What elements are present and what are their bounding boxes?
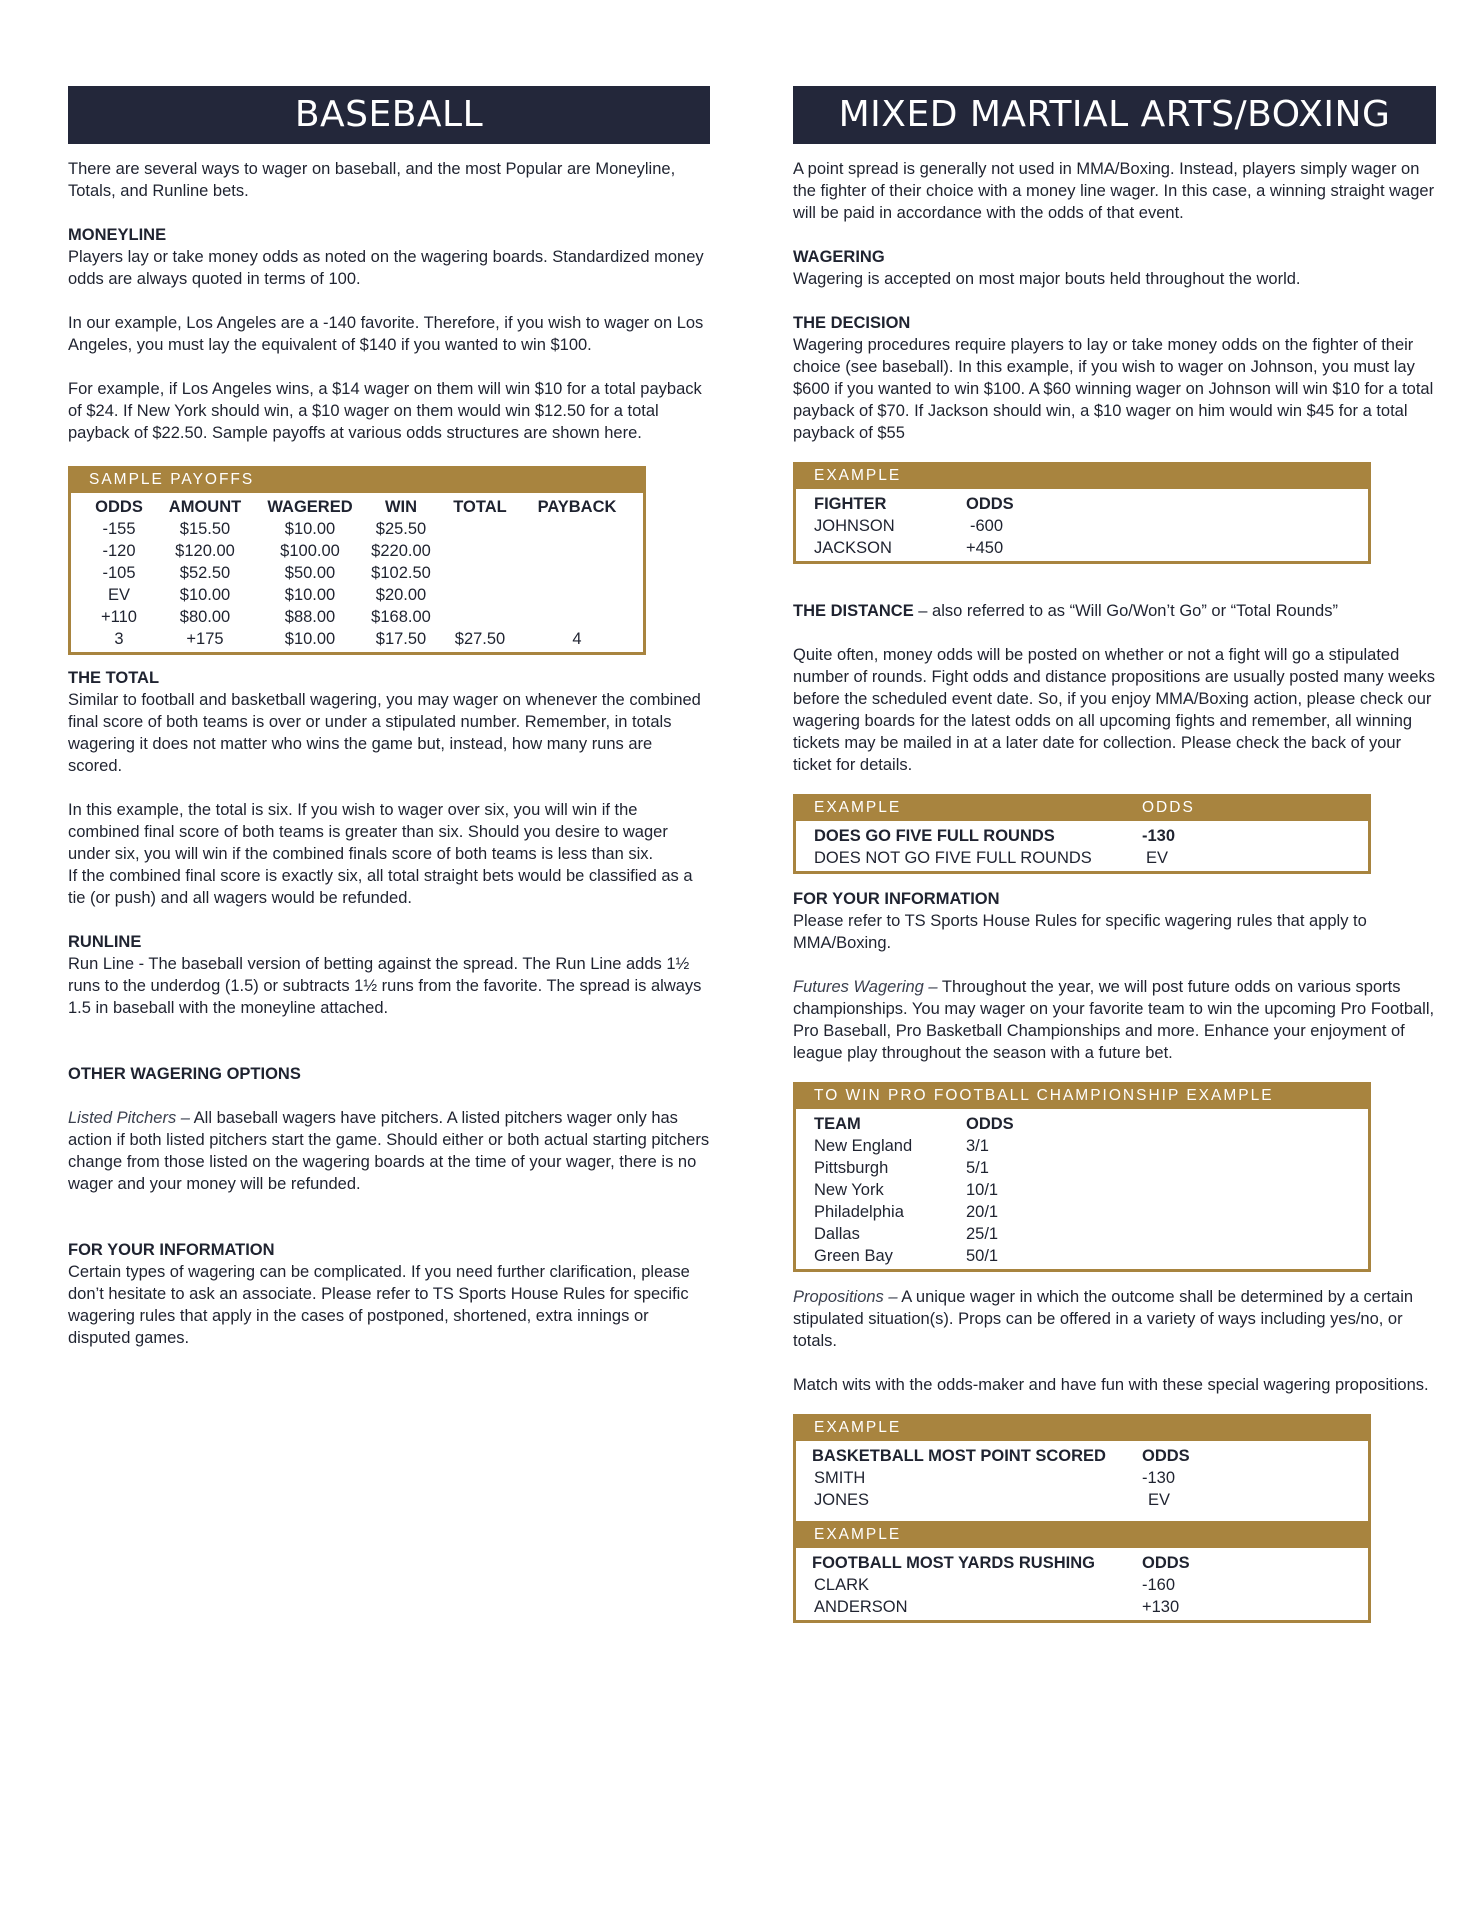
baseball-title: BASEBALL: [68, 86, 710, 144]
total-paragraph-3: If the combined final score is exactly six, all total straight bets would be classified as a tie (or push) and all wagers would be refunded.: [68, 867, 693, 907]
column-header: BASKETBALL MOST POINT SCORED: [812, 1447, 1106, 1465]
table-row: [814, 825, 1350, 847]
example-title: EXAMPLE: [796, 1414, 1368, 1441]
table-row: [83, 540, 631, 562]
distance-subtitle: – also referred to as “Will Go/Won’t Go” or “Total Rounds”: [913, 602, 1338, 620]
table-cell: $100.00: [280, 542, 340, 560]
table-header-row: [814, 1552, 1350, 1574]
table-cell: [523, 540, 631, 562]
sample-payoffs-box: [68, 466, 646, 655]
table-header-row: [83, 496, 631, 518]
mma-intro: A point spread is generally not used in MMA/Boxing. Instead, players simply wager on the fighter of their choice with a money line wager. In this case, a winning straight wager will be paid in accordance with the odds of that event.: [793, 160, 1435, 222]
table-cell: -120: [102, 542, 136, 560]
listed-pitchers-text: All baseball wagers have pitchers. A listed pitchers wager only has action if both listed pitchers start the game. Should either or both actual starting pitchers change from those listed on the wagering boards at the time of your wager, there is no wager and your money will be refunded.: [68, 1109, 710, 1193]
column-header: TEAM: [814, 1115, 861, 1133]
table-cell: 5/1: [966, 1159, 989, 1177]
table-cell: $25.50: [375, 520, 427, 538]
table-cell: $20.00: [375, 586, 427, 604]
baseball-column: [68, 86, 710, 1349]
table-cell: $10.00: [284, 630, 336, 648]
sample-payoffs-title: SAMPLE PAYOFFS: [71, 466, 643, 493]
pro-football-example-box: [793, 1082, 1371, 1272]
table-cell: $80.00: [179, 608, 231, 626]
moneyline-paragraph-2: In our example, Los Angeles are a -140 favorite. Therefore, if you wish to wager on Los Angeles, you must lay the equivalent of $140 if you wanted to win $100.: [68, 314, 704, 354]
table-cell: Philadelphia: [814, 1203, 904, 1221]
table-cell: -600: [970, 517, 1004, 535]
baseball-fyi-text: Certain types of wagering can be complicated. If you need further clarification, please don’t hesitate to ask an associate. Please refer to TS Sports House Rules for specific wagering rules that apply in the cases of postponed, shortened, extra innings or disputed games.: [68, 1263, 690, 1347]
table-cell: 4: [572, 630, 582, 648]
table-cell: $88.00: [284, 608, 336, 626]
table-cell: 20/1: [966, 1203, 999, 1221]
table-row: [814, 1135, 1350, 1157]
column-header: FOOTBALL MOST YARDS RUSHING: [812, 1554, 1095, 1572]
total-paragraph-2: In this example, the total is six. If you wish to wager over six, you will win if the combined final score of both teams is greater than six. Should you desire to wager under six, you will win if the combined finals score of both teams is less than six.: [68, 801, 668, 863]
table-cell: New England: [814, 1137, 913, 1155]
baseball-fyi-heading: FOR YOUR INFORMATION: [68, 1241, 275, 1259]
table-row: [814, 1574, 1350, 1596]
fighter-odds-example-box: [793, 462, 1371, 564]
table-row: [83, 606, 631, 628]
table-cell: +130: [1142, 1598, 1180, 1616]
table-row: [814, 1467, 1350, 1489]
decision-text: Wagering procedures require players to lay or take money odds on the fighter of their choice (see baseball). In this example, if you wish to wager on Johnson, you must lay $600 if you wanted to win $100. A $60 winning wager on Johnson will win $10 for a total payback of $70. If Jackson should win, a $10 wager on him would win $45 for a total payback of $55: [793, 336, 1434, 442]
futures-paragraph: [793, 976, 1436, 1064]
table-cell: ANDERSON: [814, 1598, 908, 1616]
column-header: WIN: [384, 498, 418, 516]
listed-pitchers-label: Listed Pitchers –: [68, 1109, 190, 1127]
distance-heading-line: [793, 600, 1436, 622]
table-cell: EV: [107, 586, 130, 604]
table-cell: EV: [1146, 849, 1169, 867]
mma-fyi-text: Please refer to TS Sports House Rules for specific wagering rules that apply to MMA/Boxing.: [793, 912, 1367, 952]
table-cell: [523, 562, 631, 584]
column-header: ODDS: [1142, 1447, 1190, 1465]
table-cell: [437, 584, 523, 606]
table-cell: Green Bay: [814, 1247, 893, 1265]
example-title: EXAMPLE: [796, 462, 1368, 489]
table-cell: [523, 518, 631, 540]
table-row: [814, 847, 1350, 869]
propositions-text: A unique wager in which the outcome shall be determined by a certain stipulated situation(s). Props can be offered in a variety of ways including yes/no, or totals.: [793, 1288, 1414, 1350]
table-row: [83, 584, 631, 606]
propositions-label: Propositions –: [793, 1288, 898, 1306]
table-cell: [437, 562, 523, 584]
moneyline-paragraph-1: Players lay or take money odds as noted on the wagering boards. Standardized money odds are always quoted in terms of 100.: [68, 248, 704, 288]
table-cell: JOHNSON: [814, 517, 895, 535]
table-cell: JACKSON: [814, 539, 892, 557]
table-cell: -105: [102, 564, 136, 582]
example-title: TO WIN PRO FOOTBALL CHAMPIONSHIP EXAMPLE: [796, 1082, 1368, 1109]
table-cell: SMITH: [814, 1469, 866, 1487]
column-header: ODDS: [95, 498, 143, 516]
runline-heading: RUNLINE: [68, 933, 142, 951]
table-cell: 3: [114, 630, 124, 648]
futures-label: Futures Wagering –: [793, 978, 938, 996]
column-header: ODDS: [1142, 1554, 1190, 1572]
table-cell: -160: [1142, 1576, 1176, 1594]
table-row: [814, 1201, 1350, 1223]
table-row: [83, 518, 631, 540]
table-cell: 50/1: [966, 1247, 999, 1265]
table-cell: [523, 584, 631, 606]
example-title: EXAMPLE: [796, 1521, 1368, 1548]
table-cell: $50.00: [284, 564, 336, 582]
propositions-paragraph-2: Match wits with the odds-maker and have fun with these special wagering propositions.: [793, 1376, 1429, 1394]
decision-heading: THE DECISION: [793, 314, 911, 332]
table-row: [83, 562, 631, 584]
table-cell: CLARK: [814, 1576, 870, 1594]
sample-payoffs-table: [83, 496, 631, 650]
table-row: [814, 1245, 1350, 1267]
listed-pitchers-paragraph: [68, 1107, 710, 1195]
moneyline-paragraph-3: For example, if Los Angeles wins, a $14 wager on them will win $10 for a total payback of $24. If New York should win, a $10 wager on them would win $12.50 for a total payback of $22.50. Sample payoffs at various odds structures are shown here.: [68, 380, 702, 442]
column-header: FIGHTER: [814, 495, 887, 513]
table-cell: JONES: [814, 1491, 870, 1509]
moneyline-heading: MONEYLINE: [68, 226, 167, 244]
table-row: [814, 1179, 1350, 1201]
column-header: AMOUNT: [168, 498, 242, 516]
table-cell: $15.50: [179, 520, 231, 538]
mma-boxing-column: [793, 86, 1436, 1623]
table-row: [83, 628, 631, 650]
table-cell: [523, 606, 631, 628]
table-header-row: [814, 1113, 1350, 1135]
table-cell: +450: [966, 539, 1004, 557]
table-cell: 25/1: [966, 1225, 999, 1243]
table-row: [814, 1489, 1350, 1511]
example-title: EXAMPLE: [814, 799, 902, 816]
propositions-paragraph: [793, 1286, 1436, 1352]
table-cell: +110: [101, 608, 137, 626]
table-cell: $10.00: [284, 520, 336, 538]
total-heading: THE TOTAL: [68, 669, 160, 687]
table-cell: Pittsburgh: [814, 1159, 889, 1177]
table-cell: DOES GO FIVE FULL ROUNDS: [814, 827, 1055, 845]
distance-heading: THE DISTANCE: [793, 602, 914, 620]
table-cell: EV: [1148, 1491, 1171, 1509]
table-cell: Dallas: [814, 1225, 860, 1243]
table-header-row: [814, 493, 1350, 515]
table-cell: [437, 518, 523, 540]
odds-title: ODDS: [1142, 799, 1195, 816]
table-cell: $10.00: [179, 586, 231, 604]
table-cell: $10.00: [284, 586, 336, 604]
table-header-row: [814, 1445, 1350, 1467]
proposition-examples-box: [793, 1414, 1371, 1623]
table-cell: $17.50: [375, 630, 427, 648]
table-cell: $168.00: [371, 608, 431, 626]
table-cell: -130: [1142, 827, 1176, 845]
table-cell: $52.50: [179, 564, 231, 582]
table-cell: -130: [1142, 1469, 1176, 1487]
distance-example-box: [793, 794, 1371, 874]
table-cell: $220.00: [371, 542, 431, 560]
table-cell: 10/1: [966, 1181, 999, 1199]
table-cell: -155: [102, 520, 136, 538]
column-header: PAYBACK: [537, 498, 617, 516]
table-row: [814, 1157, 1350, 1179]
column-header: ODDS: [966, 495, 1014, 513]
wagering-text: Wagering is accepted on most major bouts held throughout the world.: [793, 270, 1301, 288]
column-header: TOTAL: [453, 498, 507, 516]
table-cell: $120.00: [175, 542, 235, 560]
table-cell: New York: [814, 1181, 884, 1199]
table-cell: +175: [186, 630, 224, 648]
example-title-bar: [796, 794, 1368, 821]
column-header: ODDS: [966, 1115, 1014, 1133]
mma-fyi-heading: FOR YOUR INFORMATION: [793, 890, 1000, 908]
column-header: WAGERED: [267, 498, 353, 516]
table-cell: [437, 606, 523, 628]
table-cell: 3/1: [966, 1137, 989, 1155]
distance-text: Quite often, money odds will be posted on whether or not a fight will go a stipulated number of rounds. Fight odds and distance propositions are usually posted many weeks before the scheduled event date. So, if you enjoy MMA/Boxing action, please check our wagering boards for the latest odds on all upcoming fights and remember, all winning tickets may be mailed in at a later date for collection. Please check the back of your ticket for details.: [793, 646, 1436, 774]
table-cell: $27.50: [454, 630, 506, 648]
total-paragraph-1: Similar to football and basketball wagering, you may wager on whenever the combined final score of both teams is over or under a stipulated number. Remember, in totals wagering it does not matter who wins the game but, instead, how many runs are scored.: [68, 691, 701, 775]
wagering-heading: WAGERING: [793, 248, 885, 266]
table-row: [814, 537, 1350, 559]
baseball-intro: There are several ways to wager on baseball, and the most Popular are Moneyline, Totals, and Runline bets.: [68, 160, 676, 200]
mma-boxing-title: MIXED MARTIAL ARTS/BOXING: [793, 86, 1436, 144]
table-cell: DOES NOT GO FIVE FULL ROUNDS: [814, 849, 1092, 867]
other-options-heading: OTHER WAGERING OPTIONS: [68, 1065, 301, 1083]
table-cell: $102.50: [371, 564, 431, 582]
table-row: [814, 1223, 1350, 1245]
table-cell: [437, 540, 523, 562]
runline-paragraph: Run Line - The baseball version of betting against the spread. The Run Line adds 1½ runs to the underdog (1.5) or subtracts 1½ runs from the favorite. The spread is always 1.5 in baseball with the moneyline attached.: [68, 955, 702, 1017]
table-row: [814, 515, 1350, 537]
futures-text: Throughout the year, we will post future odds on various sports championships. You may wager on your favorite team to win the upcoming Pro Football, Pro Baseball, Pro Basketball Championships and more. Enhance your enjoyment of league play throughout the season with a future bet.: [793, 978, 1435, 1062]
table-row: [814, 1596, 1350, 1618]
